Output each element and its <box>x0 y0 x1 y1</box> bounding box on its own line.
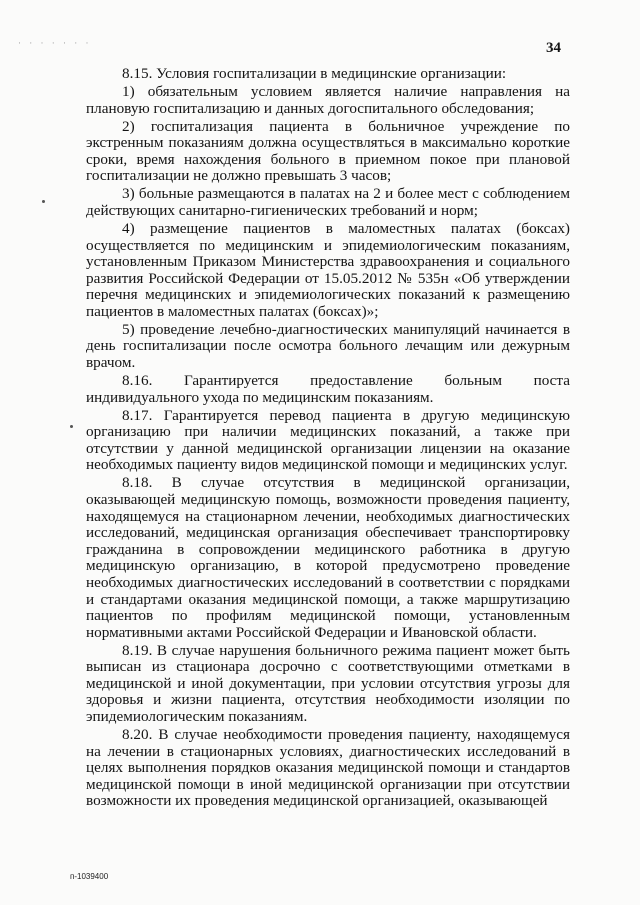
paragraph-8-20: 8.20. В случае необходимости проведения пациенту, находящемуся на лечении в стационарных условиях, диагностических исследований в целях выполнения порядков оказания медицинской помощи и стандартов медицинской помощи в иной медицинской организации при отсутствии возможности их проведения медицинской организацией, оказывающей <box>86 726 570 810</box>
paragraph-8-15-item-5: 5) проведение лечебно-диагностических манипуляций начинается в день госпитализации после осмотра больного лечащим или дежурным врачом. <box>86 320 570 372</box>
scan-artifact-marks: · · · · · · · <box>18 38 92 48</box>
paragraph-8-18: 8.18. В случае отсутствия в медицинской организации, оказывающей медицинскую помощь, возможности проведения пациенту, находящемуся на стационарном лечении, необходимых диагностических исследований, медицинская организация обеспечивает транспортировку гражданина в сопровождении медицинского работника в другую медицинскую организацию, в которой предусмотрено проведение необходимых диагностических исследований в соответствии с порядками и стандартами оказания медицинской помощи, а также маршрутизацию пациентов по профилям медицинской помощи, установленным нормативными актами Российской Федерации и Ивановской области. <box>86 474 570 641</box>
paragraph-8-17: 8.17. Гарантируется перевод пациента в другую медицинскую организацию при наличии медицинских показаний, а также при отсутствии у данной медицинской организации лицензии на оказание необходимых пациенту видов медицинской помощи и медицинских услуг. <box>86 406 570 474</box>
footer-document-code: п-1039400 <box>70 872 109 881</box>
page-number: 34 <box>546 40 561 56</box>
scan-dot-upper <box>42 200 45 203</box>
paragraph-8-15-heading: 8.15. Условия госпитализации в медицинские организации: <box>122 65 507 82</box>
document-body <box>86 66 570 811</box>
paragraph-8-15-item-4: 4) размещение пациентов в маломестных палатах (боксах) осуществляется по медицинским и эпидемиологическим показаниям, установленным Приказом Министерства здравоохранения и социального развития Российской Федерации от 15.05.2012 № 535н «Об утверждении перечня медицинских и эпидемиологических показаний к размещению пациентов в маломестных палатах (боксах)»; <box>86 219 570 320</box>
scan-dot-lower <box>70 425 73 428</box>
paragraph-8-15-item-3: 3) больные размещаются в палатах на 2 и более мест с соблюдением действующих санитарно-гигиенических требований и норм; <box>86 185 570 219</box>
paragraph-8-16: 8.16. Гарантируется предоставление больным поста индивидуального ухода по медицинским показаниям. <box>86 372 570 406</box>
paragraph-8-19: 8.19. В случае нарушения больничного режима пациент может быть выписан из стационара досрочно с соответствующими отметками в медицинской и иной документации, при условии отсутствия угрозы для здоровья и жизни пациента, отсутствия необходимости изоляции по эпидемиологическим показаниям. <box>86 641 570 726</box>
paragraph-8-15-item-2: 2) госпитализация пациента в больничное учреждение по экстренным показаниям должна осуществляться в максимально короткие сроки, время нахождения больного в приемном покое при плановой госпитализации не должно превышать 3 часов; <box>86 117 570 185</box>
paragraph-8-15-item-1: 1) обязательным условием является наличие направления на плановую госпитализацию и данных догоспитального обследования; <box>86 82 570 117</box>
